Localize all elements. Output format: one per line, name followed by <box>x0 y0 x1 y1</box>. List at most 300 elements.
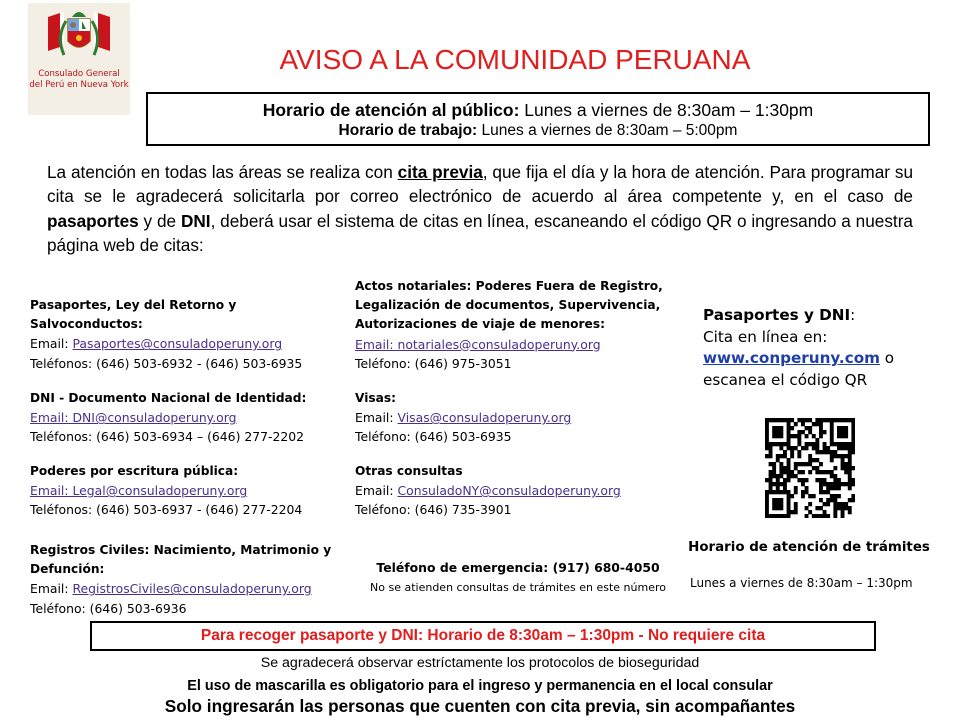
qr-module <box>779 482 783 486</box>
qr-module <box>848 418 852 422</box>
qr-module <box>812 466 816 470</box>
qr-module <box>808 458 812 462</box>
online-colon: : <box>850 306 856 324</box>
qr-module <box>851 430 855 434</box>
qr-module <box>819 478 823 482</box>
qr-module <box>765 514 769 518</box>
qr-module <box>787 502 791 506</box>
qr-module <box>769 418 773 422</box>
qr-module <box>772 430 776 434</box>
qr-module <box>772 462 776 466</box>
qr-module <box>776 502 780 506</box>
qr-module <box>801 430 805 434</box>
qr-module <box>801 422 805 426</box>
qr-module <box>801 490 805 494</box>
phone-line: Teléfono: (646) 503-6935 <box>355 429 512 445</box>
qr-module <box>801 446 805 450</box>
qr-module <box>848 506 852 510</box>
qr-module <box>776 482 780 486</box>
qr-module <box>841 462 845 466</box>
qr-module <box>823 510 827 514</box>
qr-module <box>823 514 827 518</box>
qr-module <box>833 454 837 458</box>
email-line <box>30 579 331 598</box>
qr-module <box>830 458 834 462</box>
qr-module <box>787 426 791 430</box>
qr-module <box>826 498 830 502</box>
qr-module <box>783 482 787 486</box>
qr-module <box>848 442 852 446</box>
qr-module <box>826 490 830 494</box>
qr-module <box>790 494 794 498</box>
qr-module <box>787 506 791 510</box>
public-hours-value: Lunes a viernes de 8:30am – 1:30pm <box>519 100 814 120</box>
qr-module <box>812 442 816 446</box>
qr-module <box>808 502 812 506</box>
qr-module <box>797 418 801 422</box>
qr-module <box>823 430 827 434</box>
phone-line: Teléfono: (646) 503-6936 <box>30 600 187 616</box>
qr-module <box>851 482 855 486</box>
email-label: Email: <box>355 483 398 499</box>
qr-module <box>776 442 780 446</box>
qr-module <box>787 422 791 426</box>
qr-module <box>776 506 780 510</box>
qr-module <box>830 450 834 454</box>
qr-module <box>819 486 823 490</box>
qr-module <box>837 418 841 422</box>
qr-module <box>787 466 791 470</box>
qr-module <box>787 474 791 478</box>
qr-module <box>837 430 841 434</box>
qr-module <box>815 514 819 518</box>
qr-module <box>823 418 827 422</box>
qr-module <box>776 454 780 458</box>
qr-module <box>823 450 827 454</box>
qr-module <box>823 478 827 482</box>
section-heading: Registros Civiles: Nacimiento, Matrimonio y <box>30 543 332 557</box>
section-heading: DNI - Documento Nacional de Identidad: <box>30 391 307 405</box>
citas-website-link[interactable]: www.conperuny.com <box>703 349 880 368</box>
qr-module <box>812 422 816 426</box>
section-heading: Visas: <box>355 391 397 405</box>
qr-module <box>815 418 819 422</box>
qr-module <box>833 450 837 454</box>
qr-module <box>833 506 837 510</box>
qr-module <box>826 502 830 506</box>
section-heading: Actos notariales: Poderes Fuera de Registro, <box>355 279 663 293</box>
qr-module <box>808 454 812 458</box>
qr-module <box>772 434 776 438</box>
qr-module <box>833 442 837 446</box>
qr-module <box>765 498 769 502</box>
qr-module <box>815 446 819 450</box>
qr-module <box>783 466 787 470</box>
qr-module <box>787 434 791 438</box>
online-url-line <box>703 348 894 370</box>
qr-module <box>826 446 830 450</box>
qr-module <box>765 426 769 430</box>
qr-module <box>776 486 780 490</box>
intro-pasaportes: pasaportes <box>47 210 139 231</box>
qr-module <box>844 430 848 434</box>
qr-module <box>794 486 798 490</box>
qr-module <box>794 510 798 514</box>
qr-module <box>837 502 841 506</box>
qr-module <box>819 426 823 430</box>
qr-module <box>848 482 852 486</box>
qr-module <box>783 450 787 454</box>
qr-module <box>790 418 794 422</box>
section-heading: Autorizaciones de viaje de menores: <box>355 317 605 332</box>
qr-module <box>805 462 809 466</box>
email-label: Email: <box>30 336 73 352</box>
qr-module <box>769 514 773 518</box>
section-heading: Salvoconductos: <box>30 317 143 332</box>
qr-module <box>844 462 848 466</box>
qr-module <box>812 514 816 518</box>
emergency-note: No se atienden consultas de trámites en este número <box>370 581 666 594</box>
qr-module <box>812 446 816 450</box>
qr-module <box>812 458 816 462</box>
intro-text-2: , que fija el día y la hora de atención. Para programar su cita se le agradecerá solicitarla por correo electrónico de acuerdo al área competente y, en el caso de <box>47 162 914 207</box>
qr-module <box>833 482 837 486</box>
qr-module <box>819 434 823 438</box>
qr-module <box>787 494 791 498</box>
qr-module <box>790 426 794 430</box>
qr-module <box>819 506 823 510</box>
qr-module <box>826 486 830 490</box>
phone-line: Teléfonos: (646) 503-6937 - (646) 277-2204 <box>30 502 303 518</box>
qr-module <box>769 442 773 446</box>
qr-module <box>851 494 855 498</box>
qr-module <box>851 426 855 430</box>
qr-module <box>833 494 837 498</box>
qr-module <box>779 454 783 458</box>
qr-module <box>841 434 845 438</box>
qr-module <box>837 454 841 458</box>
qr-module <box>837 478 841 482</box>
online-line: escanea el código QR <box>703 370 868 389</box>
section-heading: Legalización de documentos, Supervivencia, <box>355 298 661 313</box>
qr-module <box>801 478 805 482</box>
qr-module <box>787 430 791 434</box>
qr-module <box>848 478 852 482</box>
pasaportes-email-link[interactable]: Pasaportes@consuladoperuny.org <box>72 336 283 352</box>
qr-module <box>848 466 852 470</box>
qr-module <box>833 466 837 470</box>
qr-module <box>823 502 827 506</box>
qr-module <box>808 510 812 514</box>
qr-module <box>776 514 780 518</box>
qr-module <box>851 478 855 482</box>
qr-module <box>826 514 830 518</box>
qr-module <box>776 474 780 478</box>
qr-module <box>851 422 855 426</box>
qr-module <box>787 442 791 446</box>
qr-module <box>769 474 773 478</box>
qr-module <box>823 442 827 446</box>
qr-module <box>815 458 819 462</box>
qr-module <box>801 462 805 466</box>
qr-module <box>823 482 827 486</box>
qr-module <box>783 442 787 446</box>
qr-module <box>837 426 841 430</box>
qr-module <box>805 478 809 482</box>
qr-module <box>819 418 823 422</box>
qr-module <box>783 490 787 494</box>
qr-module <box>837 486 841 490</box>
qr-module <box>769 490 773 494</box>
qr-module <box>787 462 791 466</box>
tramites-hours: Lunes a viernes de 8:30am – 1:30pm <box>690 576 913 590</box>
qr-module <box>830 486 834 490</box>
work-hours-value: Lunes a viernes de 8:30am – 5:00pm <box>477 122 738 139</box>
qr-module <box>797 462 801 466</box>
intro-cita-previa: cita previa <box>397 162 483 182</box>
online-line: Cita en línea en: <box>703 327 828 346</box>
qr-module <box>787 510 791 514</box>
qr-module <box>812 434 816 438</box>
qr-module <box>783 478 787 482</box>
qr-module <box>769 478 773 482</box>
phone-line: Teléfonos: (646) 503-6932 - (646) 503-6935 <box>30 355 303 371</box>
qr-module <box>772 442 776 446</box>
section-heading: Defunción: <box>30 562 105 577</box>
qr-module <box>837 442 841 446</box>
qr-module <box>779 502 783 506</box>
qr-module <box>783 454 787 458</box>
qr-module <box>790 454 794 458</box>
qr-module <box>797 478 801 482</box>
qr-module <box>819 450 823 454</box>
public-hours-line <box>148 99 928 121</box>
qr-module <box>823 490 827 494</box>
qr-module <box>790 446 794 450</box>
qr-module <box>779 466 783 470</box>
qr-module <box>819 430 823 434</box>
qr-module <box>794 466 798 470</box>
qr-module <box>787 438 791 442</box>
qr-module <box>765 442 769 446</box>
qr-module <box>765 438 769 442</box>
qr-module <box>819 470 823 474</box>
registros-email-link[interactable]: RegistrosCiviles@consuladoperuny.org <box>72 581 312 597</box>
qr-module <box>848 510 852 514</box>
qr-module <box>776 426 780 430</box>
qr-module <box>805 514 809 518</box>
qr-module <box>797 438 801 442</box>
qr-module <box>776 498 780 502</box>
qr-module <box>776 434 780 438</box>
qr-module <box>815 466 819 470</box>
qr-module <box>841 430 845 434</box>
qr-module <box>765 502 769 506</box>
qr-module <box>833 510 837 514</box>
phone-line: Teléfonos: (646) 503-6934 – (646) 277-2202 <box>30 429 304 445</box>
section-pasaportes <box>30 296 302 373</box>
page-title: AVISO A LA COMUNIDAD PERUANA <box>279 44 751 75</box>
qr-module <box>787 514 791 518</box>
qr-module <box>823 470 827 474</box>
legal-email-link[interactable]: Email: Legal@consuladoperuny.org <box>30 483 248 499</box>
qr-module <box>848 454 852 458</box>
qr-module <box>848 450 852 454</box>
qr-module <box>841 454 845 458</box>
qr-module <box>772 474 776 478</box>
qr-module <box>797 434 801 438</box>
qr-module <box>779 442 783 446</box>
qr-module <box>772 426 776 430</box>
qr-module <box>794 446 798 450</box>
qr-module <box>826 470 830 474</box>
qr-module <box>841 426 845 430</box>
qr-module <box>772 482 776 486</box>
qr-module <box>844 426 848 430</box>
visas-email-link[interactable]: Visas@consuladoperuny.org <box>397 410 572 426</box>
qr-module <box>841 510 845 514</box>
qr-module <box>776 478 780 482</box>
qr-module <box>805 434 809 438</box>
qr-module <box>844 502 848 506</box>
qr-module <box>783 470 787 474</box>
qr-module <box>783 418 787 422</box>
qr-module <box>776 418 780 422</box>
qr-module <box>848 458 852 462</box>
qr-module <box>815 422 819 426</box>
qr-module <box>815 450 819 454</box>
email-line <box>30 334 302 353</box>
qr-module <box>790 434 794 438</box>
footer-appointment-only: Solo ingresarán las personas que cuenten con cita previa, sin acompañantes <box>164 696 796 716</box>
qr-module <box>765 506 769 510</box>
dni-email-link[interactable]: Email: DNI@consuladoperuny.org <box>30 410 237 426</box>
qr-module <box>830 426 834 430</box>
qr-module <box>833 502 837 506</box>
qr-module <box>779 430 783 434</box>
phone-line: Teléfono: (646) 975-3051 <box>355 355 512 371</box>
intro-dni: DNI <box>180 210 211 231</box>
qr-module <box>787 470 791 474</box>
consulate-logo <box>28 3 130 115</box>
qr-code[interactable] <box>765 418 855 518</box>
qr-module <box>844 470 848 474</box>
qr-module <box>830 494 834 498</box>
notariales-email-link[interactable]: Email: notariales@consuladoperuny.org <box>355 336 601 352</box>
qr-module <box>830 418 834 422</box>
work-hours-line <box>148 121 928 141</box>
qr-module <box>819 514 823 518</box>
qr-module <box>779 514 783 518</box>
qr-module <box>841 418 845 422</box>
section-dni <box>30 389 306 447</box>
qr-module <box>772 502 776 506</box>
qr-module <box>833 498 837 502</box>
qr-module <box>844 454 848 458</box>
qr-module <box>841 442 845 446</box>
qr-module <box>769 462 773 466</box>
qr-module <box>815 442 819 446</box>
qr-module <box>772 506 776 510</box>
qr-module <box>776 458 780 462</box>
email-label: Email: <box>355 410 398 426</box>
qr-module <box>812 494 816 498</box>
qr-module <box>805 506 809 510</box>
qr-module <box>851 450 855 454</box>
qr-module <box>772 418 776 422</box>
emergency-phone: Teléfono de emergencia: (917) 680-4050 <box>376 560 660 575</box>
public-hours-label: Horario de atención al público: <box>262 100 520 120</box>
qr-module <box>790 474 794 478</box>
qr-module <box>837 506 841 510</box>
qr-module <box>765 478 769 482</box>
intro-text-1: La atención en todas las áreas se realiza con <box>47 162 398 182</box>
qr-module <box>848 498 852 502</box>
qr-module <box>841 466 845 470</box>
logo-caption <box>28 69 130 90</box>
qr-module <box>783 486 787 490</box>
qr-module <box>808 470 812 474</box>
qr-module <box>787 478 791 482</box>
qr-module <box>808 494 812 498</box>
coat-of-arms-icon <box>46 7 112 67</box>
qr-module <box>848 470 852 474</box>
qr-module <box>790 450 794 454</box>
qr-module <box>844 466 848 470</box>
qr-module <box>844 434 848 438</box>
section-otras <box>355 462 621 520</box>
qr-module <box>783 514 787 518</box>
qr-module <box>819 498 823 502</box>
qr-module <box>765 446 769 450</box>
qr-module <box>779 434 783 438</box>
qr-module <box>772 498 776 502</box>
qr-module <box>830 482 834 486</box>
qr-module <box>805 446 809 450</box>
qr-module <box>844 418 848 422</box>
qr-module <box>769 446 773 450</box>
qr-module <box>787 490 791 494</box>
qr-module <box>779 498 783 502</box>
qr-module <box>808 442 812 446</box>
qr-module <box>833 514 837 518</box>
qr-module <box>765 454 769 458</box>
logo-line-1: Consulado General <box>38 69 120 79</box>
qr-module <box>830 454 834 458</box>
qr-module <box>765 494 769 498</box>
qr-module <box>801 482 805 486</box>
section-heading: Otras consultas <box>355 464 463 478</box>
email-line <box>355 481 621 500</box>
online-title: Pasaportes y DNI <box>703 306 851 324</box>
qr-module <box>808 426 812 430</box>
qr-module <box>808 430 812 434</box>
qr-module <box>848 486 852 490</box>
qr-module <box>826 482 830 486</box>
pickup-notice: Para recoger pasaporte y DNI: Horario de 8:30am – 1:30pm - No requiere cita <box>90 621 876 651</box>
qr-module <box>779 506 783 510</box>
qr-module <box>823 446 827 450</box>
consulado-email-link[interactable]: ConsuladoNY@consuladoperuny.org <box>397 483 621 499</box>
qr-module <box>851 466 855 470</box>
qr-module <box>815 470 819 474</box>
qr-module <box>801 418 805 422</box>
qr-module <box>830 438 834 442</box>
qr-module <box>769 482 773 486</box>
section-heading: Pasaportes, Ley del Retorno y <box>30 298 237 312</box>
qr-module <box>779 490 783 494</box>
qr-module <box>772 470 776 474</box>
